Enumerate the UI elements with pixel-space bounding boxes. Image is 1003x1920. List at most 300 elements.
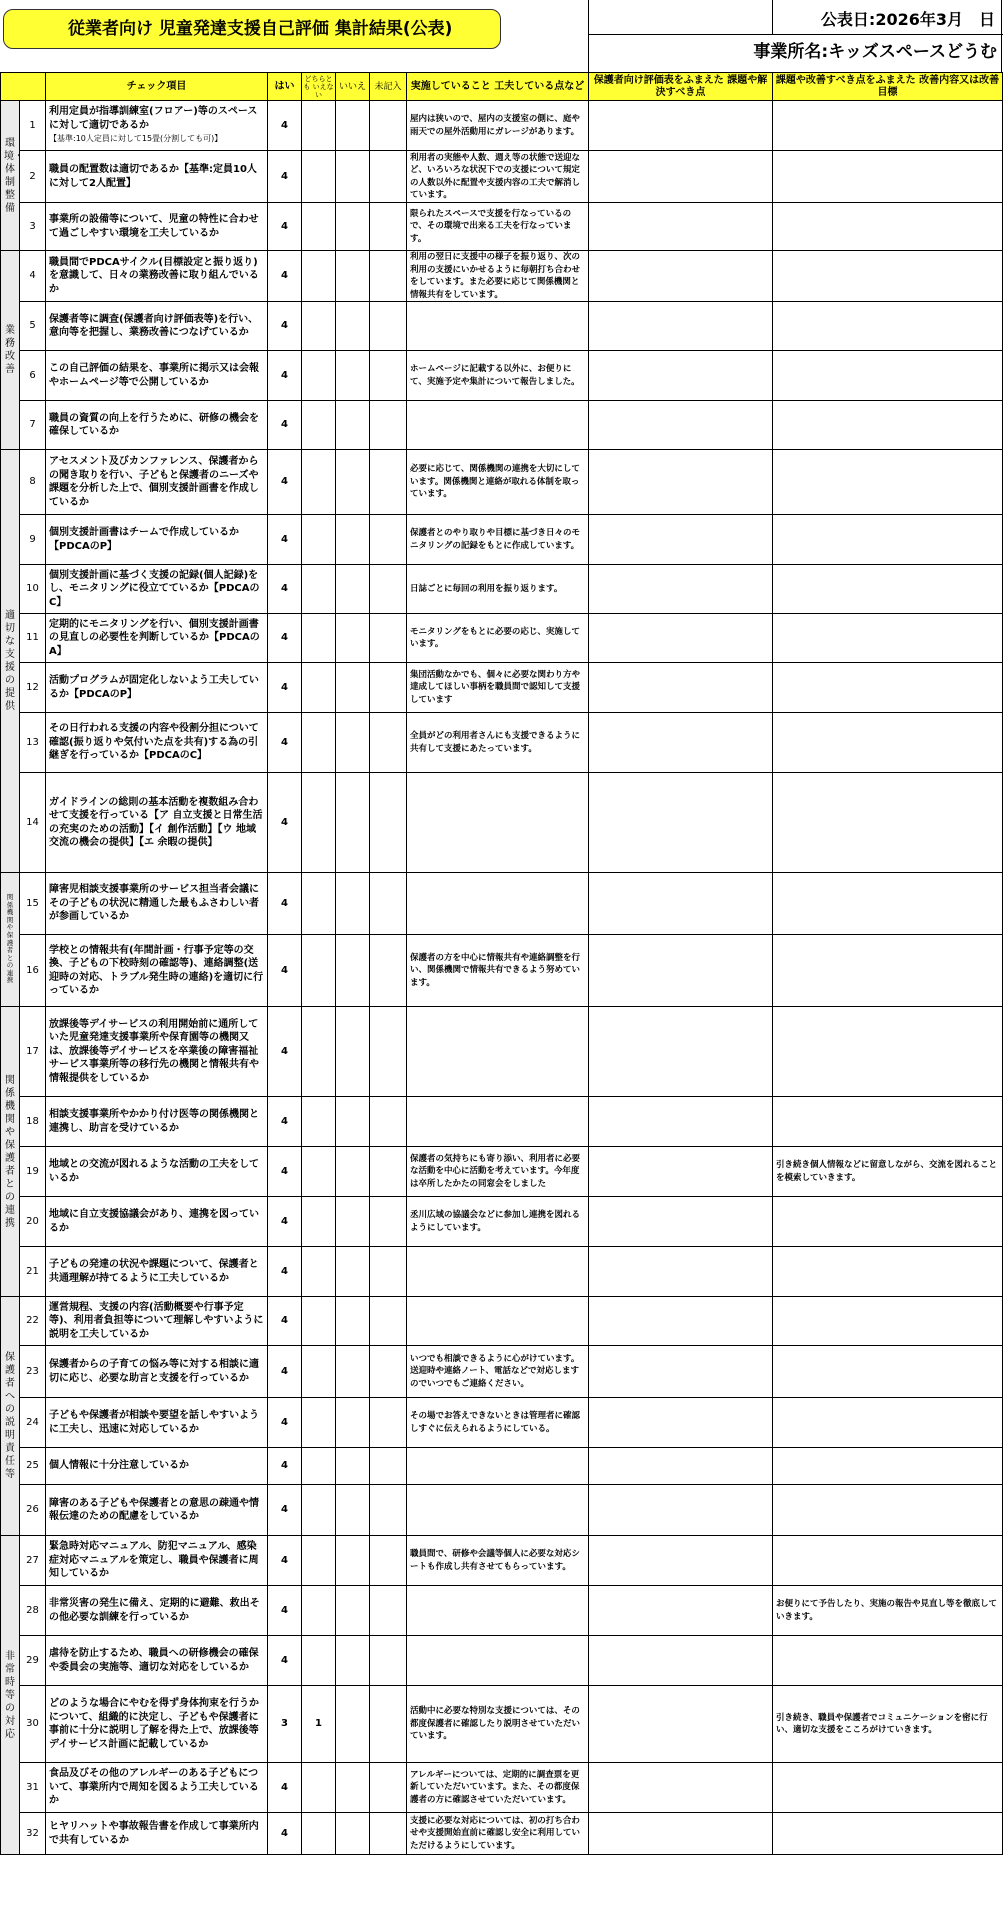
check-item — [46, 450, 268, 515]
table-row — [1, 1813, 1003, 1855]
practice-note: 保護者の気持ちにも寄り添い、利用者に必要な活動を中心に活動を考えています。今年度は卒所したかたの同窓会をしました — [407, 1147, 589, 1197]
row-number: 11 — [20, 614, 46, 663]
issues-note — [589, 302, 773, 351]
issues-note — [589, 1197, 773, 1247]
yes-count: 4 — [268, 1586, 302, 1636]
table-row — [1, 1147, 1003, 1197]
table-row — [1, 1007, 1003, 1097]
issues-note — [589, 1147, 773, 1197]
practice-note — [407, 401, 589, 450]
yes-count: 4 — [268, 873, 302, 935]
neither-count — [302, 251, 336, 302]
improvement-note — [773, 1636, 1003, 1686]
row-number: 3 — [20, 203, 46, 251]
neither-count — [302, 1247, 336, 1297]
yes-count: 4 — [268, 203, 302, 251]
neither-count — [302, 351, 336, 401]
improvement-note — [773, 1448, 1003, 1485]
check-item — [46, 1686, 268, 1763]
check-item — [46, 935, 268, 1007]
row-number: 21 — [20, 1247, 46, 1297]
improvement-note — [773, 1485, 1003, 1536]
blank-count — [370, 450, 407, 515]
issues-note — [589, 1686, 773, 1763]
no-count — [336, 713, 370, 773]
issues-note — [589, 1485, 773, 1536]
yes-count: 4 — [268, 1636, 302, 1686]
yes-count: 4 — [268, 1485, 302, 1536]
table-row — [1, 450, 1003, 515]
yes-count: 4 — [268, 151, 302, 203]
check-item — [46, 1007, 268, 1097]
neither-count — [302, 1536, 336, 1586]
practice-note: 利用者の実態や人数、週え等の状態で送迎など、いろいろな状況下での支援について規定の人数以外に配置や支援内容の工夫で解消しています。 — [407, 151, 589, 203]
yes-count: 4 — [268, 773, 302, 873]
check-item-text: 地域に自立支援協議会があり、連携を図っているか — [49, 1209, 259, 1234]
practice-note — [407, 1485, 589, 1536]
issues-note — [589, 1636, 773, 1686]
table-row — [1, 1586, 1003, 1636]
blank-count — [370, 565, 407, 614]
practice-note — [407, 873, 589, 935]
no-count — [336, 565, 370, 614]
table-row — [1, 1398, 1003, 1448]
improvement-note — [773, 1763, 1003, 1813]
check-item-text: 活動プログラムが固定化しないよう工夫しているか【PDCAのP】 — [49, 675, 259, 700]
improvement-note — [773, 1346, 1003, 1398]
neither-count — [302, 1398, 336, 1448]
practice-note — [407, 1586, 589, 1636]
check-item-text: 個別支援計画書はチームで作成しているか【PDCAのP】 — [49, 527, 239, 552]
neither-count — [302, 1763, 336, 1813]
yes-count: 4 — [268, 565, 302, 614]
check-item — [46, 713, 268, 773]
improvement-note — [773, 565, 1003, 614]
report-title: 従業者向け 児童発達支援自己評価 集計結果(公表) — [3, 9, 501, 49]
blank-count — [370, 1247, 407, 1297]
practice-note — [407, 1247, 589, 1297]
check-item — [46, 1485, 268, 1536]
blank-count — [370, 1448, 407, 1485]
practice-note — [407, 1007, 589, 1097]
no-count — [336, 401, 370, 450]
blank-count — [370, 1398, 407, 1448]
header-divider — [772, 0, 773, 34]
check-item-text: 虐待を防止するため、職員への研修機会の確保や委員会の実施等、適切な対応をしているか — [49, 1648, 259, 1673]
blank-count — [370, 1147, 407, 1197]
check-item-text: 子どもの発達の状況や課題について、保護者と共通理解が持てるように工夫しているか — [49, 1259, 259, 1284]
neither-count — [302, 713, 336, 773]
yes-count: 4 — [268, 302, 302, 351]
no-count — [336, 1097, 370, 1147]
check-item — [46, 1147, 268, 1197]
check-item-text: ヒヤリハットや事故報告書を作成して事業所内で共有しているか — [49, 1821, 259, 1846]
check-item — [46, 1586, 268, 1636]
blank-count — [370, 1346, 407, 1398]
check-item-text: その日行われる支援の内容や役割分担について確認(振り返りや気付いた点を共有)する為の引継ぎを行っているか【PDCAのC】 — [49, 723, 259, 762]
issues-note — [589, 1536, 773, 1586]
no-count — [336, 302, 370, 351]
blank-count — [370, 1686, 407, 1763]
check-item-text: 職員の配置数は適切であるか【基準:定員10人に対して2人配置】 — [49, 164, 257, 189]
yes-count: 4 — [268, 935, 302, 1007]
blank-count — [370, 935, 407, 1007]
yes-count: 4 — [268, 1007, 302, 1097]
table-row — [1, 1297, 1003, 1346]
neither-count — [302, 1586, 336, 1636]
yes-header: はい — [268, 73, 302, 101]
neither-count — [302, 450, 336, 515]
improvement-note — [773, 1247, 1003, 1297]
blank-count — [370, 1297, 407, 1346]
no-count — [336, 101, 370, 151]
neither-count — [302, 1636, 336, 1686]
blank-count — [370, 1813, 407, 1855]
yes-count: 4 — [268, 713, 302, 773]
no-count — [336, 1686, 370, 1763]
practice-note: 職員間で、研修や会議等個人に必要な対応シートも作成し共有させてもらっています。 — [407, 1536, 589, 1586]
evaluation-table — [0, 72, 1003, 1855]
no-header: いいえ — [336, 73, 370, 101]
row-number: 17 — [20, 1007, 46, 1097]
practice-note: 保護者の方を中心に情報共有や連絡調整を行い、関係機関で情報共有できるよう努めています。 — [407, 935, 589, 1007]
row-number: 23 — [20, 1346, 46, 1398]
issues-note — [589, 1247, 773, 1297]
check-item-text: 定期的にモニタリングを行い、個別支援計画書の見直しの必要性を判断しているか【PDCAのA】 — [49, 618, 260, 657]
yes-count: 4 — [268, 663, 302, 713]
table-row — [1, 663, 1003, 713]
check-item — [46, 1346, 268, 1398]
neither-count — [302, 1346, 336, 1398]
no-count — [336, 1536, 370, 1586]
no-count — [336, 1636, 370, 1686]
issues-header: 保護者向け評価表をふまえた 課題や解決すべき点 — [589, 73, 773, 101]
improvement-note — [773, 663, 1003, 713]
row-number: 26 — [20, 1485, 46, 1536]
table-row — [1, 1485, 1003, 1536]
blank-count — [370, 401, 407, 450]
category-header — [1, 73, 46, 101]
neither-count — [302, 1485, 336, 1536]
neither-count — [302, 1147, 336, 1197]
issues-note — [589, 401, 773, 450]
yes-count: 4 — [268, 450, 302, 515]
improvement-note — [773, 351, 1003, 401]
neither-count — [302, 401, 336, 450]
improvement-note: 引き続き、職員や保護者でコミュニケーションを密に行い、適切な支援をこころがけていきます。 — [773, 1686, 1003, 1763]
improvement-note — [773, 1536, 1003, 1586]
practice-note — [407, 1636, 589, 1686]
no-count — [336, 1763, 370, 1813]
check-item-text: 個人情報に十分注意しているか — [49, 1460, 189, 1472]
check-item — [46, 1398, 268, 1448]
yes-count: 4 — [268, 1813, 302, 1855]
no-count — [336, 251, 370, 302]
check-item — [46, 1536, 268, 1586]
yes-count: 4 — [268, 1346, 302, 1398]
blank-count — [370, 151, 407, 203]
blank-count — [370, 614, 407, 663]
check-item-text: 個別支援計画に基づく支援の記録(個人記録)をし、モニタリングに役立てているか【PDCAのC】 — [49, 569, 260, 608]
row-number: 14 — [20, 773, 46, 873]
blank-count — [370, 1536, 407, 1586]
practice-note — [407, 773, 589, 873]
issues-note — [589, 450, 773, 515]
neither-count — [302, 151, 336, 203]
table-row — [1, 1636, 1003, 1686]
category-cell — [1, 873, 20, 1007]
no-count — [336, 614, 370, 663]
check-item-text: 職員の資質の向上を行うために、研修の機会を確保しているか — [49, 412, 259, 437]
improvement-note — [773, 101, 1003, 151]
check-item — [46, 203, 268, 251]
office-name: 事業所名:キッズスペースどうむ — [753, 42, 997, 62]
issues-note — [589, 935, 773, 1007]
blank-count — [370, 663, 407, 713]
issues-note — [589, 713, 773, 773]
check-item-text: 運営規程、支援の内容(活動概要や行事予定等)、利用者負担等について理解しやすいように説明を工夫しているか — [49, 1301, 264, 1340]
row-number: 20 — [20, 1197, 46, 1247]
blank-count — [370, 1586, 407, 1636]
row-number: 5 — [20, 302, 46, 351]
row-number: 19 — [20, 1147, 46, 1197]
neither-header: どちらとも いえない — [303, 74, 334, 99]
check-item — [46, 565, 268, 614]
no-count — [336, 515, 370, 565]
neither-count — [302, 101, 336, 151]
table-row — [1, 351, 1003, 401]
check-item — [46, 1763, 268, 1813]
blank-count — [370, 873, 407, 935]
practice-note — [407, 302, 589, 351]
blank-count — [370, 203, 407, 251]
check-item-text: 職員間でPDCAサイクル(目標設定と振り返り)を意識して、日々の業務改善に取り組んでいるか — [49, 256, 259, 295]
yes-count: 4 — [268, 251, 302, 302]
check-item-text: 障害のある子どもや保護者との意思の疎通や情報伝達のための配慮をしているか — [49, 1497, 259, 1522]
blank-count — [370, 101, 407, 151]
no-count — [336, 773, 370, 873]
row-number: 10 — [20, 565, 46, 614]
neither-count — [302, 873, 336, 935]
table-row — [1, 565, 1003, 614]
blank-header: 未記入 — [370, 73, 407, 101]
publish-date: 公表日:2026年3月 日 — [820, 10, 995, 29]
issues-note — [589, 251, 773, 302]
improvement-note — [773, 773, 1003, 873]
check-item — [46, 351, 268, 401]
no-count — [336, 1297, 370, 1346]
issues-note — [589, 663, 773, 713]
no-count — [336, 351, 370, 401]
blank-count — [370, 1636, 407, 1686]
check-item — [46, 1247, 268, 1297]
neither-count: 1 — [302, 1686, 336, 1763]
check-item — [46, 663, 268, 713]
issues-note — [589, 614, 773, 663]
practice-note: 丞川広域の協議会などに参加し連携を図れるようにしています。 — [407, 1197, 589, 1247]
row-number: 25 — [20, 1448, 46, 1485]
neither-count — [302, 1097, 336, 1147]
practice-note: いつでも相談できるように心がけています。送迎時や連絡ノート、電話などで対応しますのでいつでもご連絡ください。 — [407, 1346, 589, 1398]
practice-note — [407, 1448, 589, 1485]
blank-count — [370, 1763, 407, 1813]
row-number: 18 — [20, 1097, 46, 1147]
blank-count — [370, 251, 407, 302]
yes-count: 4 — [268, 515, 302, 565]
blank-count — [370, 1007, 407, 1097]
practice-note: 支援に必要な対応については、初の打ち合わせや支援開始直前に確認し安全に利用していただけるようにしています。 — [407, 1813, 589, 1855]
issues-note — [589, 1097, 773, 1147]
practice-note: 全員がどの利用者さんにも支援できるように共有して支援にあたっています。 — [407, 713, 589, 773]
check-item-text: 事業所の設備等について、児童の特性に合わせて過ごしやすい環境を工夫しているか — [49, 214, 259, 239]
check-item-text: アセスメント及びカンファレンス、保護者からの聞き取りを行い、子どもと保護者のニーズや課題を分析した上で、個別支援計画書を作成しているか — [49, 456, 259, 508]
neither-count — [302, 1813, 336, 1855]
no-count — [336, 1147, 370, 1197]
yes-count: 4 — [268, 401, 302, 450]
issues-note — [589, 1007, 773, 1097]
no-count — [336, 203, 370, 251]
issues-note — [589, 1813, 773, 1855]
check-item-text: 緊急時対応マニュアル、防犯マニュアル、感染症対応マニュアルを策定し、職員や保護者に周知しているか — [49, 1541, 259, 1580]
check-item — [46, 1097, 268, 1147]
category-label: 保護者への説明責任等 — [5, 1352, 15, 1480]
practice-note — [407, 1097, 589, 1147]
improvement-note — [773, 1813, 1003, 1855]
practice-note: アレルギーについては、定期的に調査票を更新していただいています。また、その都度保護者の方に確認させていただいています。 — [407, 1763, 589, 1813]
blank-count — [370, 773, 407, 873]
yes-count: 4 — [268, 1247, 302, 1297]
check-item-text: 学校との情報共有(年間計画・行事予定等の交換、子どもの下校時刻の確認等)、連絡調整(送迎時の対応、トラブル発生時の連絡)を適切に行っているか — [49, 944, 264, 996]
issues-note — [589, 1398, 773, 1448]
improvement-note — [773, 1297, 1003, 1346]
category-label: 適切な支援の提供 — [5, 610, 15, 712]
table-row — [1, 401, 1003, 450]
neither-count — [302, 1007, 336, 1097]
blank-count — [370, 302, 407, 351]
category-cell — [1, 1536, 20, 1855]
row-number: 4 — [20, 251, 46, 302]
check-item — [46, 614, 268, 663]
table-row — [1, 614, 1003, 663]
row-number: 29 — [20, 1636, 46, 1686]
yes-count: 4 — [268, 1097, 302, 1147]
issues-note — [589, 151, 773, 203]
check-item-text: 放課後等デイサービスの利用開始前に通所していた児童発達支援事業所や保育園等の機関又は、放課後等デイサービスを卒業後の障害福祉サービス事業所等の移行先の機関と情報共有や情報提供をしているか — [49, 1018, 259, 1084]
improvement-note — [773, 614, 1003, 663]
category-cell — [1, 450, 20, 873]
yes-count: 4 — [268, 1398, 302, 1448]
improvement-note — [773, 251, 1003, 302]
header-divider — [588, 34, 1003, 35]
issues-note — [589, 1297, 773, 1346]
practice-note: 集団活動なかでも、個々に必要な関わり方や達成してほしい事柄を職員間で認知して支援しています — [407, 663, 589, 713]
category-label: 関係機関や保護者との連携 — [6, 892, 14, 985]
header-divider — [1001, 0, 1002, 72]
improvement-note — [773, 1197, 1003, 1247]
neither-count — [302, 515, 336, 565]
improvement-note: お便りにて予告したり、実施の報告や見直し等を徹底していきます。 — [773, 1586, 1003, 1636]
row-number: 32 — [20, 1813, 46, 1855]
row-number: 13 — [20, 713, 46, 773]
check-item-text: 保護者からの子育ての悩み等に対する相談に適切に応じ、必要な助言と支援を行っているか — [49, 1359, 259, 1384]
issues-note — [589, 1586, 773, 1636]
check-item — [46, 1813, 268, 1855]
table-header-row — [1, 73, 1003, 101]
practice-note: ホームページに記載する以外に、お便りにて、実施予定や集計について報告しました。 — [407, 351, 589, 401]
row-number: 7 — [20, 401, 46, 450]
check-item — [46, 1297, 268, 1346]
practice-note: 必要に応じて、関係機関の連携を大切にしています。関係機関と連絡が取れる体制を取っています。 — [407, 450, 589, 515]
category-label: 関係機関や保護者との連携 — [5, 1074, 15, 1229]
row-number: 1 — [20, 101, 46, 151]
issues-note — [589, 351, 773, 401]
check-item — [46, 401, 268, 450]
neither-count — [302, 773, 336, 873]
improvement-note — [773, 1097, 1003, 1147]
table-row — [1, 151, 1003, 203]
check-item — [46, 302, 268, 351]
table-row — [1, 713, 1003, 773]
table-row — [1, 1346, 1003, 1398]
check-item — [46, 251, 268, 302]
no-count — [336, 873, 370, 935]
check-item — [46, 151, 268, 203]
improvement-note — [773, 302, 1003, 351]
table-row — [1, 773, 1003, 873]
no-count — [336, 151, 370, 203]
check-item — [46, 773, 268, 873]
category-label: 業務改善 — [5, 325, 15, 375]
table-row — [1, 1686, 1003, 1763]
yes-count: 4 — [268, 1536, 302, 1586]
no-count — [336, 1398, 370, 1448]
neither-count — [302, 935, 336, 1007]
check-item-text: ガイドラインの総則の基本活動を複数組み合わせて支援を行っている【ア 自立支援と日常生活の充実のための活動】【イ 創作活動】【ウ 地域交流の機会の提供】【エ 余暇の提供】 — [49, 796, 263, 848]
table-row — [1, 873, 1003, 935]
category-cell — [1, 1297, 20, 1536]
check-item-text: 障害児相談支援事業所のサービス担当者会議にその子どもの状況に精通した最もふさわしい者が参画しているか — [49, 884, 259, 923]
neither-count — [302, 1197, 336, 1247]
yes-count: 4 — [268, 1448, 302, 1485]
neither-count — [302, 663, 336, 713]
improvement-note — [773, 713, 1003, 773]
check-item-note: 【基準:10人定員に対して15畳(分割しても可)】 — [49, 134, 223, 144]
check-item — [46, 515, 268, 565]
blank-count — [370, 1485, 407, 1536]
neither-count — [302, 1297, 336, 1346]
practice-note: 利用の翌日に支援中の様子を振り返り、次の利用の支援にいかせるように毎朝打ち合わせをしています。また必要に応じて関係機関と情報共有をしています。 — [407, 251, 589, 302]
blank-count — [370, 515, 407, 565]
check-item-text: 食品及びその他のアレルギーのある子どもについて、事業所内で周知を図るよう工夫しているか — [49, 1768, 259, 1807]
practice-note: その場でお答えできないときは管理者に確認しすぐに伝えられるようにしている。 — [407, 1398, 589, 1448]
improvement-note: 引き続き個人情報などに留意しながら、交流を図れることを模索していきます。 — [773, 1147, 1003, 1197]
blank-count — [370, 351, 407, 401]
check-item-text: 非常災害の発生に備え、定期的に避難、救出その他必要な訓練を行っているか — [49, 1598, 260, 1623]
improve-header: 課題や改善すべき点をふまえた 改善内容又は改善目標 — [773, 73, 1003, 101]
issues-note — [589, 773, 773, 873]
table-row — [1, 251, 1003, 302]
practice-note: 限られたスペースで支援を行なっているので、その環境で出来る工夫を行なっています。 — [407, 203, 589, 251]
table-row — [1, 515, 1003, 565]
neither-count — [302, 565, 336, 614]
no-count — [336, 1007, 370, 1097]
item-header: チェック項目 — [46, 73, 268, 101]
yes-count: 4 — [268, 614, 302, 663]
table-row — [1, 1197, 1003, 1247]
yes-count: 4 — [268, 1763, 302, 1813]
improvement-note — [773, 515, 1003, 565]
no-count — [336, 450, 370, 515]
